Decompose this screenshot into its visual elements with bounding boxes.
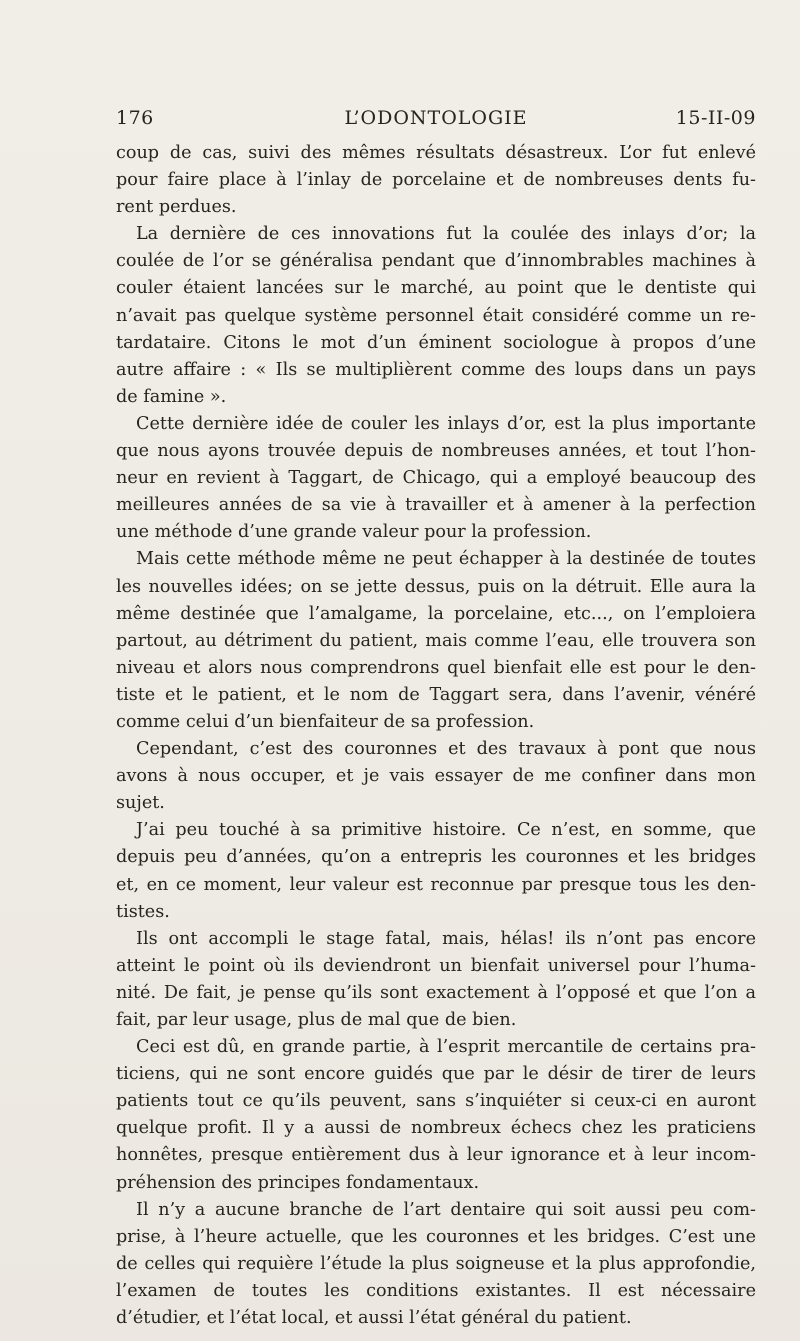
page-number: 176	[116, 107, 154, 129]
text-line: neur en revient à Taggart, de Chicago, qui a employé beaucoup des	[116, 468, 756, 489]
text-line: honnêtes, presque entièrement dus à leur ignorance et à leur incom-	[116, 1145, 756, 1166]
text-line: meilleures années de sa vie à travailler et à amener à la perfection	[116, 495, 756, 516]
text-line: une méthode d’une grande valeur pour la profession.	[116, 522, 592, 543]
text-line: prise, à l’heure actuelle, que les couronnes et les bridges. C’est une	[116, 1226, 756, 1247]
paragraph-start-line: Cependant, c’est des couronnes et des travaux à pont que nous	[136, 739, 756, 760]
text-line: quelque profit. Il y a aussi de nombreux échecs chez les praticiens	[116, 1118, 756, 1139]
text-line: depuis peu d’années, qu’on a entrepris les couronnes et les bridges	[116, 847, 756, 868]
body-text	[116, 140, 756, 1332]
paragraph-start-line: J’ai peu touché à sa primitive histoire. Ce n’est, en somme, que	[136, 820, 756, 841]
text-line: sujet.	[116, 793, 165, 814]
text-line: atteint le point où ils deviendront un bienfait universel pour l’huma-	[116, 955, 756, 976]
text-line: comme celui d’un bienfaiteur de sa profession.	[116, 711, 535, 732]
paragraph-start-line: Cette dernière idée de couler les inlays d’or, est la plus importante	[136, 413, 756, 434]
text-line: tiste et le patient, et le nom de Taggart sera, dans l’avenir, vénéré	[116, 684, 756, 705]
text-line: patients tout ce qu’ils peuvent, sans s’inquiéter si ceux-ci en auront	[116, 1091, 756, 1112]
text-line: nité. De fait, je pense qu’ils sont exactement à l’opposé et que l’on a	[116, 982, 756, 1003]
text-line: l’examen de toutes les conditions existantes. Il est nécessaire	[116, 1280, 756, 1301]
text-line: d’étudier, et l’état local, et aussi l’état général du patient.	[116, 1308, 632, 1329]
text-line: même destinée que l’amalgame, la porcelaine, etc..., on l’emploiera	[116, 603, 756, 624]
text-line: autre affaire : « Ils se multiplièrent comme des loups dans un pays	[116, 359, 756, 380]
text-line: les nouvelles idées; on se jette dessus, puis on la détruit. Elle aura la	[116, 576, 756, 597]
text-line: fait, par leur usage, plus de mal que de bien.	[116, 1010, 517, 1030]
text-line: coulée de l’or se généralisa pendant que d’innombrables machines à	[116, 251, 756, 272]
text-line: ticiens, qui ne sont encore guidés que par le désir de tirer de leurs	[116, 1064, 756, 1085]
text-line: de famine ».	[116, 386, 227, 407]
text-line: couler étaient lancées sur le marché, au point que le dentiste qui	[116, 278, 756, 299]
text-line: niveau et alors nous comprendrons quel bienfait elle est pour le den-	[116, 657, 756, 678]
text-line: tistes.	[116, 901, 170, 922]
paragraph-start-line: Ceci est dû, en grande partie, à l’esprit mercantile de certains pra-	[136, 1037, 756, 1058]
text-line: pour faire place à l’inlay de porcelaine et de nombreuses dents fu-	[116, 170, 756, 191]
issue-date: 15-II-09	[675, 107, 756, 129]
text-line: tardataire. Citons le mot d’un éminent sociologue à propos d’une	[116, 332, 756, 353]
journal-title: L’ODONTOLOGIE	[344, 107, 528, 129]
text-line: de celles qui requière l’étude la plus soigneuse et la plus approfondie,	[116, 1253, 756, 1274]
text-line: avons à nous occuper, et je vais essayer de me confiner dans mon	[116, 766, 756, 787]
text-line: partout, au détriment du patient, mais comme l’eau, elle trouvera son	[116, 630, 756, 651]
text-line: rent perdues.	[116, 197, 237, 218]
paragraph-start-line: Ils ont accompli le stage fatal, mais, hélas! ils n’ont pas encore	[136, 928, 756, 949]
text-line: préhension des principes fondamentaux.	[116, 1172, 480, 1193]
text-line: coup de cas, suivi des mêmes résultats désastreux. L’or fut enlevé	[116, 143, 756, 163]
paragraph-start-line: Il n’y a aucune branche de l’art dentaire qui soit aussi peu com-	[136, 1199, 756, 1220]
paragraph-start-line: Mais cette méthode même ne peut échapper à la destinée de toutes	[136, 549, 756, 570]
text-line: que nous ayons trouvée depuis de nombreuses années, et tout l’hon-	[116, 441, 756, 462]
text-line: n’avait pas quelque système personnel était considéré comme un re-	[116, 305, 756, 326]
text-line: et, en ce moment, leur valeur est reconnue par presque tous les den-	[116, 874, 756, 895]
running-head	[116, 104, 756, 132]
paragraph-start-line: La dernière de ces innovations fut la coulée des inlays d’or; la	[136, 224, 756, 245]
